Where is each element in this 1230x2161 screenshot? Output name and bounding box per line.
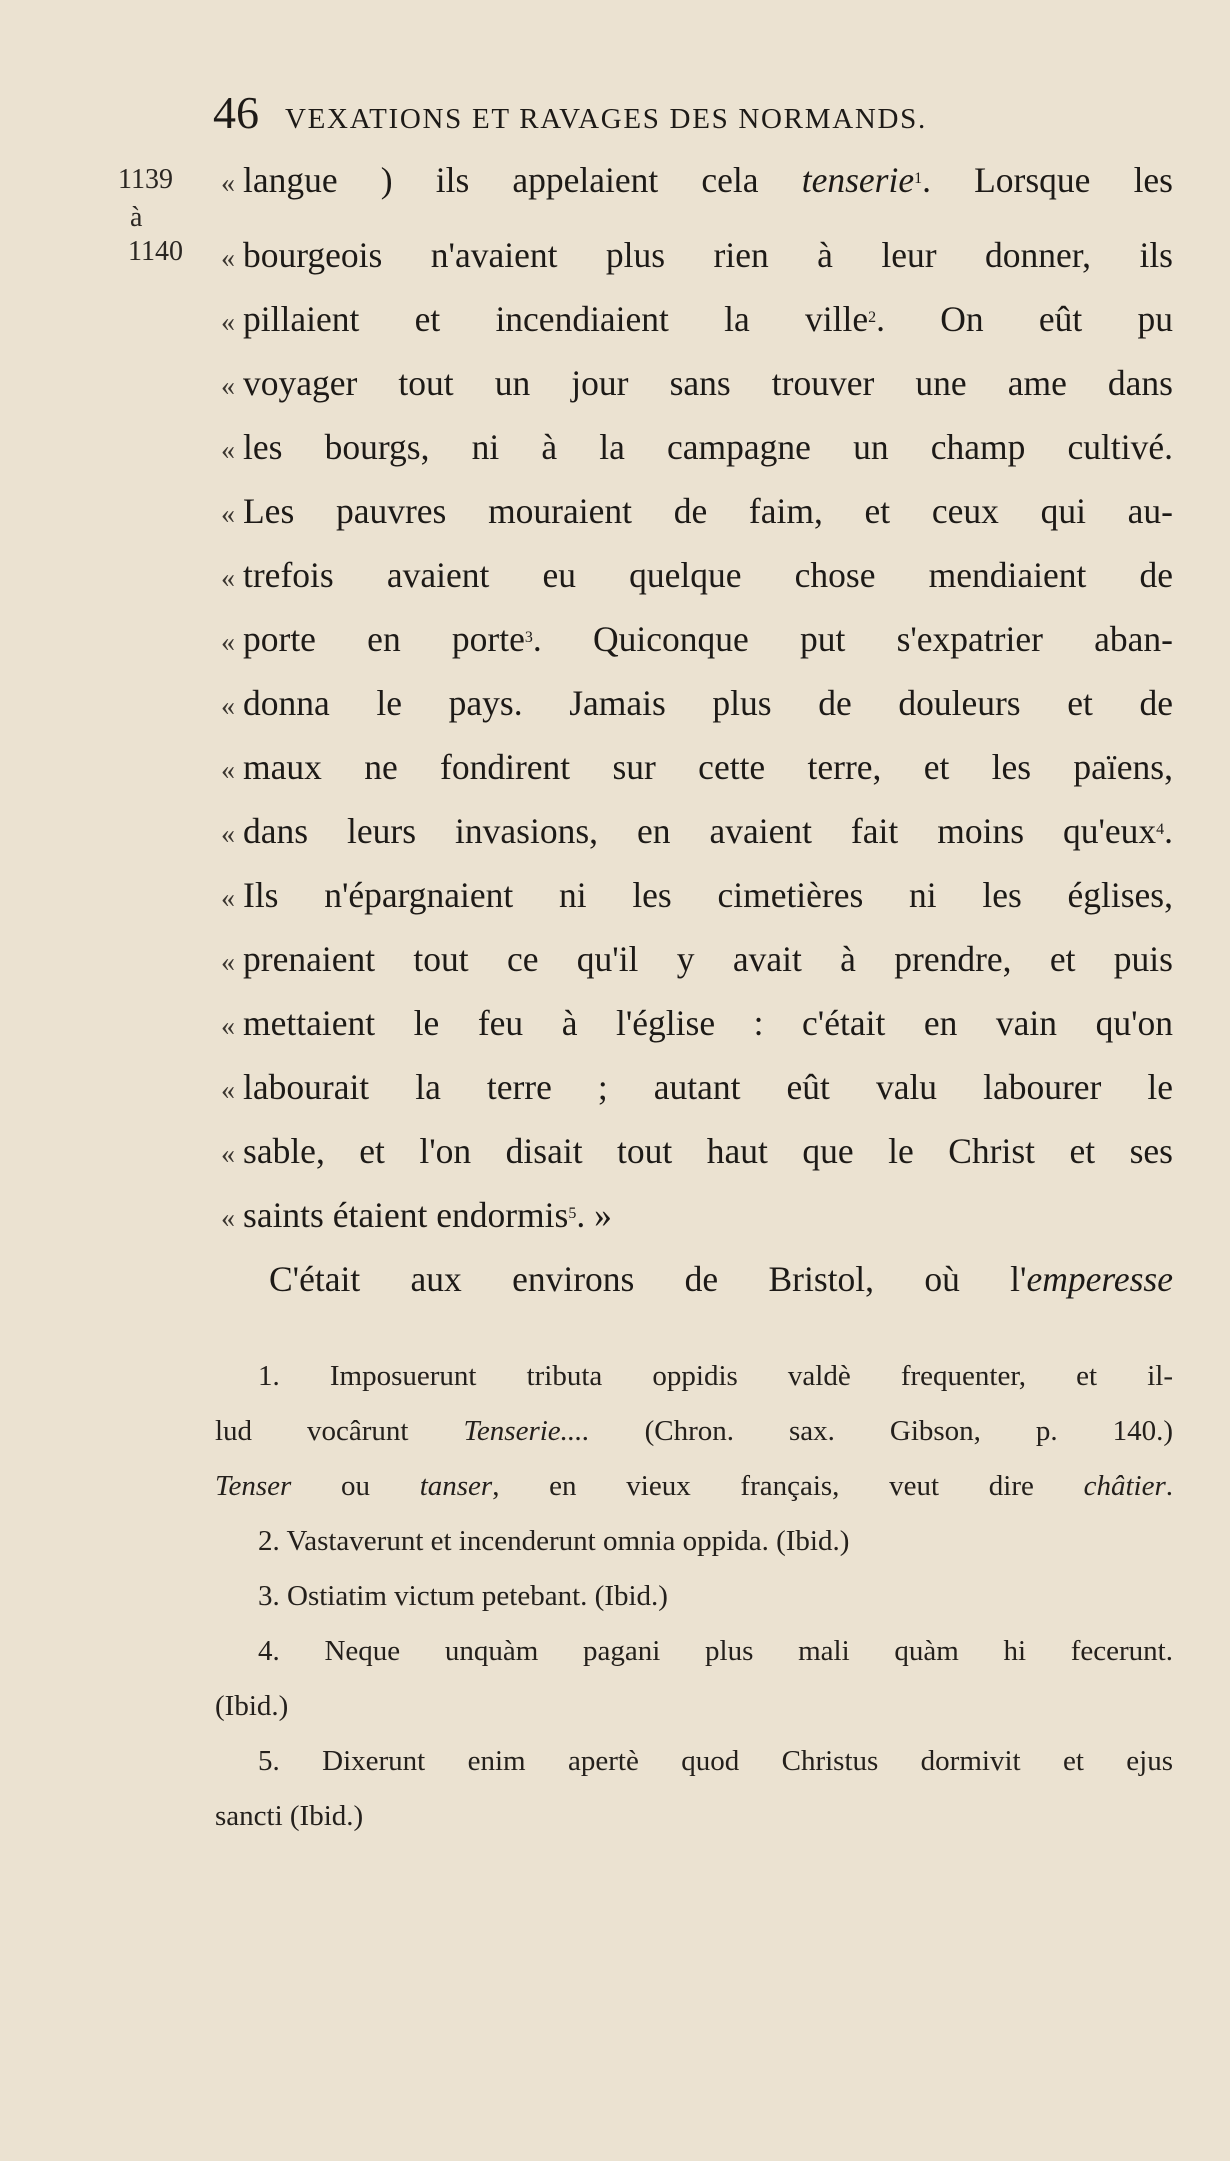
quote-mark: « bbox=[221, 883, 235, 914]
body-line-5: « les bourgs, ni à la campagne un champ cultivé. bbox=[221, 415, 1173, 479]
body-line-3: « pillaient et incendiaient la ville$^2$. On eût pu bbox=[221, 287, 1173, 351]
body-line-9: « donna le pays. Jamais plus de douleurs et de bbox=[221, 671, 1173, 735]
margin-year-end: 1140 bbox=[128, 236, 183, 267]
quote-mark: « bbox=[221, 371, 235, 402]
quote-mark: « bbox=[221, 627, 235, 658]
quote-mark: « bbox=[221, 168, 235, 199]
body-line-14: « mettaient le feu à l'église : c'était en vain qu'on bbox=[221, 991, 1173, 1055]
footnote-1-line-1: 1. Imposuerunt tributa oppidis valdè frequenter, et il- bbox=[258, 1360, 1173, 1392]
body-line-11: « dans leurs invasions, en avaient fait moins qu'eux$^4$. bbox=[221, 799, 1173, 863]
footnote-ref-3: 3 bbox=[524, 629, 533, 647]
body-line-12: « Ils n'épargnaient ni les cimetières ni les églises, bbox=[221, 863, 1173, 927]
quote-mark: « bbox=[221, 1203, 235, 1234]
margin-year-start: 1139 bbox=[118, 164, 173, 195]
footnote-2: 2. Vastaverunt et incenderunt omnia oppida. (Ibid.) bbox=[258, 1525, 850, 1557]
footnote-5-line-2: sancti (Ibid.) bbox=[215, 1800, 364, 1832]
footnote-4-line-2: (Ibid.) bbox=[215, 1690, 289, 1722]
page-number: 46 bbox=[213, 87, 259, 138]
quote-mark: « bbox=[221, 1075, 235, 1106]
body-line-8: « porte en porte$^3$. Quiconque put s'expatrier aban- bbox=[221, 607, 1173, 671]
body-line-15: « labourait la terre ; autant eût valu labourer le bbox=[221, 1055, 1173, 1119]
quote-mark: « bbox=[221, 755, 235, 786]
quote-mark: « bbox=[221, 947, 235, 978]
footnote-ref-2: 2 bbox=[868, 309, 877, 327]
quote-mark: « bbox=[221, 435, 235, 466]
quote-mark: « bbox=[221, 499, 235, 530]
body-line-7: « trefois avaient eu quelque chose mendiaient de bbox=[221, 543, 1173, 607]
body-line-18: C'était aux environs de Bristol, où l'emperesse bbox=[269, 1259, 1173, 1299]
footnote-3: 3. Ostiatim victum petebant. (Ibid.) bbox=[258, 1580, 668, 1612]
footnote-ref-4: 4 bbox=[1156, 821, 1165, 839]
footnote-1-line-2: lud vocârunt Tenserie.... (Chron. sax. Gibson, p. 140.) bbox=[215, 1415, 1174, 1447]
page-header bbox=[213, 86, 1113, 146]
quote-mark: « bbox=[221, 1011, 235, 1042]
body-line-10: « maux ne fondirent sur cette terre, et les païens, bbox=[221, 735, 1173, 799]
margin-year-connector: à bbox=[130, 202, 143, 233]
footnote-ref-1: 1 bbox=[914, 170, 923, 188]
body-line-16: « sable, et l'on disait tout haut que le Christ et ses bbox=[221, 1119, 1173, 1183]
body-line-6: « Les pauvres mouraient de faim, et ceux qui au- bbox=[221, 479, 1173, 543]
running-title: VEXATIONS ET RAVAGES DES NORMANDS. bbox=[285, 103, 927, 135]
quote-mark: « bbox=[221, 1139, 235, 1170]
quote-mark: « bbox=[221, 563, 235, 594]
footnote-5-line-1: 5. Dixerunt enim apertè quod Christus dormivit et ejus bbox=[258, 1745, 1173, 1777]
body-line-4: « voyager tout un jour sans trouver une ame dans bbox=[221, 351, 1173, 415]
quote-mark: « bbox=[221, 691, 235, 722]
quote-mark: « bbox=[221, 307, 235, 338]
footnote-1-line-3: Tenser ou tanser, en vieux français, veut dire châtier. bbox=[215, 1470, 1174, 1502]
body-line-1: « langue ) ils appelaient cela tenserie$^1$. Lorsque les bbox=[221, 148, 1173, 212]
body-line-17: « saints étaient endormis$^5$. » bbox=[221, 1183, 1173, 1247]
quote-mark: « bbox=[221, 819, 235, 850]
footnote-ref-5: 5 bbox=[568, 1205, 577, 1223]
body-line-2: « bourgeois n'avaient plus rien à leur donner, ils bbox=[221, 223, 1173, 287]
italic-term: tenserie bbox=[801, 160, 915, 200]
body-line-13: « prenaient tout ce qu'il y avait à prendre, et puis bbox=[221, 927, 1173, 991]
quote-mark: « bbox=[221, 243, 235, 274]
footnote-4-line-1: 4. Neque unquàm pagani plus mali quàm hi fecerunt. bbox=[258, 1635, 1173, 1667]
italic-term: emperesse bbox=[1026, 1259, 1173, 1299]
